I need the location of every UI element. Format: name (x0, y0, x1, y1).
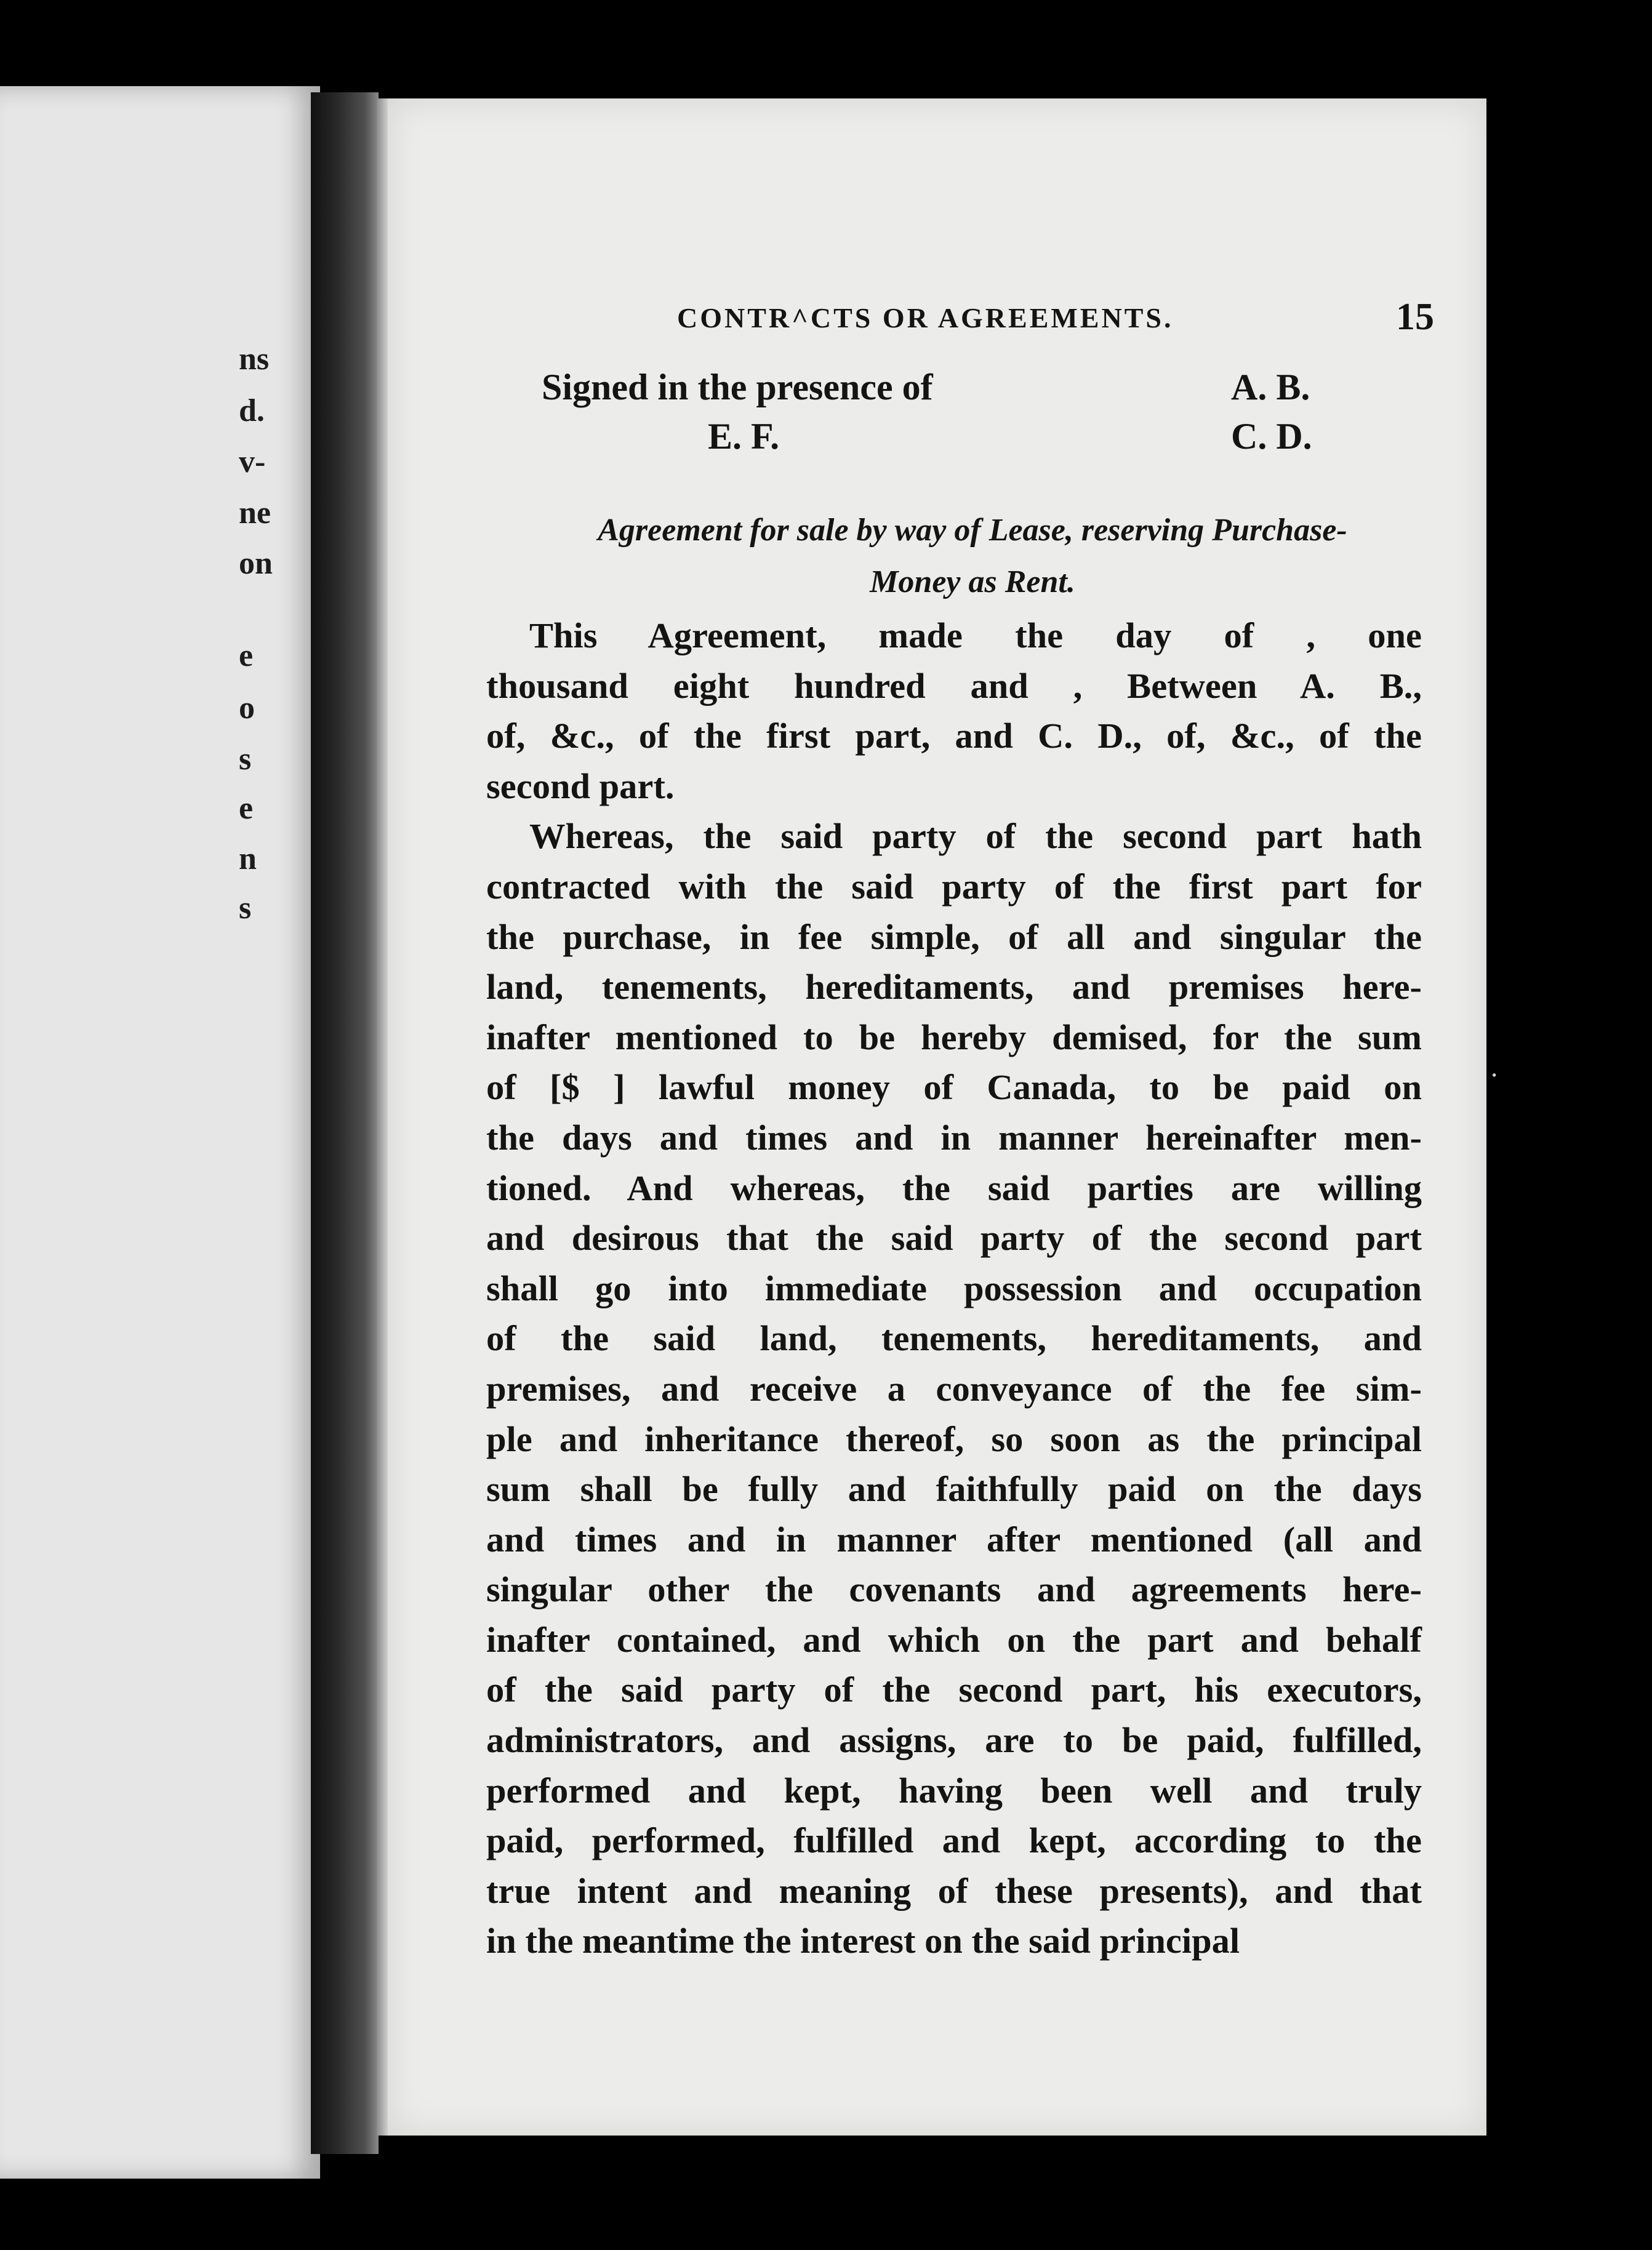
text-line: of the said land, tenements, hereditaments, and (486, 1318, 1422, 1359)
left-fragment: o (239, 692, 255, 724)
left-fragment: ne (239, 497, 271, 529)
previous-page-edge (0, 86, 320, 2179)
running-title: CONTR^CTS OR AGREEMENTS. (677, 302, 1174, 334)
left-fragment: d. (239, 395, 265, 427)
text-line: ple and inheritance thereof, so soon as the principal (486, 1419, 1422, 1459)
running-head (677, 295, 1434, 351)
left-fragment: v- (239, 446, 266, 478)
text-line: inafter mentioned to be hereby demised, for the sum (486, 1017, 1422, 1057)
text-line: tioned. And whereas, the said parties are willing (486, 1167, 1422, 1208)
text-line: second part. (486, 766, 675, 806)
left-fragment: s (239, 892, 252, 924)
text-line: paid, performed, fulfilled and kept, according to the (486, 1820, 1422, 1861)
party-two-initials: C. D. (1231, 416, 1312, 457)
witness-line: Signed in the presence of (542, 367, 933, 407)
text-line: shall go into immediate possession and occupation (486, 1268, 1422, 1308)
left-fragment: s (239, 743, 252, 775)
left-fragment: ns (239, 343, 270, 375)
section-heading-line: Money as Rent. (870, 564, 1075, 599)
text-line: the days and times and in manner hereinafter men- (486, 1117, 1422, 1158)
text-line: This Agreement, made the day of , one (529, 615, 1422, 655)
text-line: of [$ ] lawful money of Canada, to be paid on (486, 1067, 1422, 1108)
text-line: the purchase, in fee simple, of all and singular the (486, 916, 1422, 957)
page-number: 15 (1396, 296, 1434, 338)
text-line: true intent and meaning of these presents), and that (486, 1870, 1422, 1911)
scan-speck: · (1490, 1059, 1499, 1091)
left-fragment: n (239, 843, 257, 875)
left-fragment: e (239, 640, 254, 672)
agreement-text (486, 611, 1422, 1966)
text-line: in the meantime the interest on the said principal (486, 1921, 1240, 1961)
text-line: sum shall be fully and faithfully paid on the days (486, 1469, 1422, 1510)
section-heading-line: Agreement for sale by way of Lease, reserving Purchase- (598, 513, 1347, 548)
text-line: and desirous that the said party of the second part (486, 1218, 1422, 1259)
text-line: of the said party of the second part, his executors, (486, 1670, 1422, 1710)
gutter-edge (377, 98, 389, 2136)
left-fragment: on (239, 548, 273, 580)
text-line: performed and kept, having been well and truly (486, 1770, 1422, 1811)
text-line: premises, and receive a conveyance of the fee sim- (486, 1368, 1422, 1409)
text-line: Whereas, the said party of the second part hath (529, 816, 1422, 857)
text-line: thousand eight hundred and , Between A. B., (486, 665, 1422, 706)
party-one-initials: A. B. (1231, 367, 1310, 407)
left-fragment: e (239, 793, 254, 825)
text-line: contracted with the said party of the first part for (486, 866, 1422, 907)
text-line: administrators, and assigns, are to be paid, fulfilled, (486, 1720, 1422, 1761)
text-line: and times and in manner after mentioned (all and (486, 1519, 1422, 1559)
text-line: inafter contained, and which on the part and behalf (486, 1619, 1422, 1660)
book-page (388, 98, 1486, 2136)
text-line: of, &c., of the first part, and C. D., of, &c., of the (486, 716, 1422, 756)
book-gutter (311, 92, 379, 2154)
witness-initials: E. F. (708, 416, 780, 457)
section-heading (492, 505, 1453, 608)
text-line: land, tenements, hereditaments, and premises here- (486, 967, 1422, 1007)
text-line: singular other the covenants and agreements here- (486, 1569, 1422, 1610)
